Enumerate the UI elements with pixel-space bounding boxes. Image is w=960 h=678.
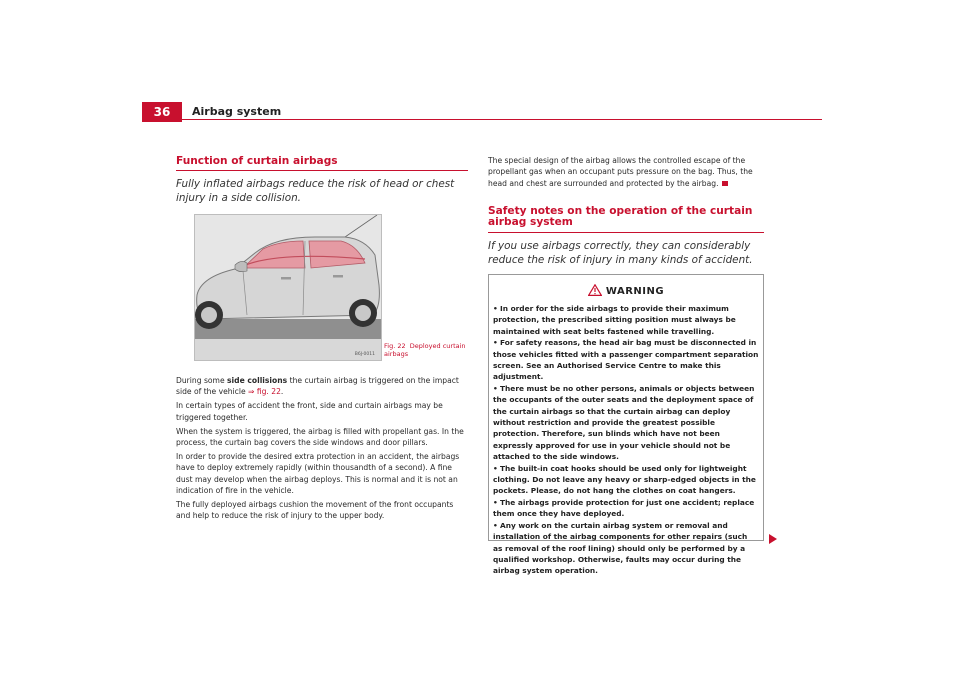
warning-item: • Any work on the curtain airbag system or removal and installation of the airbag components for other repairs (such as removal of the roof lining) should only be performed by a qualified workshop. Otherwise, faults may occur during the airbag system operation. <box>493 521 748 576</box>
figure-reference-link[interactable]: ⇒ fig. 22 <box>248 387 281 397</box>
warning-item-text: The airbags provide protection for just one accident; replace them once they have deployed. <box>493 498 755 519</box>
car-illustration <box>195 215 381 360</box>
warning-item-text: Any work on the curtain airbag system or removal and installation of the airbag components for other repairs (such as removal of the roof lining) should only be performed by a qualified workshop. Otherwise, faults may occur during the airbag system operation. <box>493 521 748 576</box>
paragraph-2: In certain types of accident the front, side and curtain airbags may be triggered together. <box>176 401 443 422</box>
left-column <box>176 156 468 213</box>
safety-notes-title: Safety notes on the operation of the curtain airbag system <box>488 206 764 233</box>
warning-item: • The airbags provide protection for just one accident; replace them once they have deployed. <box>493 498 755 519</box>
warning-item-text: For safety reasons, the head air bag must be disconnected in those vehicles fitted with a passenger compartment separation screen. See an Authorised Service Centre to make this adjustment. <box>493 338 759 382</box>
section-header-title: Airbag system <box>192 105 282 118</box>
figure-caption-label: Fig. 22 <box>384 342 406 350</box>
warning-item: • The built-in coat hooks should be used only for lightweight clothing. Do not leave any heavy or sharp-edged objects in the pockets. Please, do not hang the clothes on coat hangers. <box>493 463 756 496</box>
safety-notes-subtitle: If you use airbags correctly, they can considerably reduce the risk of injury in many kinds of accident. <box>488 239 753 266</box>
warning-item-text: In order for the side airbags to provide their maximum protection, the prescribed sitting position must always be maintained with seat belts fastened while travelling. <box>493 304 736 336</box>
figure-caption-text: Deployed curtain airbags <box>384 342 466 358</box>
intro-text: The special design of the airbag allows the controlled escape of the propellant gas when an occupant puts pressure on the bag. Thus, the head and chest are surrounded and protected by the airbag. <box>488 156 753 188</box>
warning-item-text: There must be no other persons, animals or objects between the occupants of the outer seats and the deployment space of the curtain airbags so that the curtain airbag can deploy without restriction and provide the greatest possible protection. Therefore, sun blinds which have not been expressly approved for use in your vehicle should not be attached to the side windows. <box>493 384 755 461</box>
paragraph-1 <box>176 375 468 398</box>
paragraph-3: When the system is triggered, the airbag is filled with propellant gas. In the process, the curtain bag covers the side windows and door pillars. <box>176 426 464 448</box>
next-page-arrow-icon[interactable] <box>769 534 777 544</box>
left-body <box>176 375 468 524</box>
warning-item: • In order for the side airbags to provide their maximum protection, the prescribed sitting position must always be maintained with seat belts fastened while travelling. <box>493 304 736 336</box>
warning-label: WARNING <box>605 286 665 297</box>
figure-caption <box>384 342 469 358</box>
header-rule <box>142 119 822 120</box>
p1-text: During some <box>176 376 228 385</box>
warning-box <box>488 274 764 576</box>
page-number: 36 <box>142 102 182 122</box>
warning-item-text: The built-in coat hooks should be used only for lightweight clothing. Do not leave any heavy or sharp-edged objects in the pockets. Please, do not hang the clothes on coat hangers. <box>493 463 756 496</box>
figure-code: B6J-0011 <box>354 352 375 357</box>
right-column <box>488 155 764 275</box>
p1-text-2: the curtain airbag is triggered on the impact side of the vehicle <box>176 376 459 397</box>
end-marker-icon <box>722 181 728 186</box>
figure-curtain-airbags <box>194 214 382 361</box>
warning-list <box>489 303 763 577</box>
warning-item: • There must be no other persons, animals or objects between the occupants of the outer seats and the deployment space of the curtain airbags so that the curtain airbag can deploy without restriction and provide the greatest possible protection. Therefore, sun blinds which have not been expressly approved for use in your vehicle should not be attached to the side windows. <box>493 384 755 461</box>
p1-bold: side collisions <box>227 376 288 385</box>
intro-paragraph <box>488 155 764 189</box>
warning-item: • For safety reasons, the head air bag must be disconnected in those vehicles fitted with a passenger compartment separation screen. See an Authorised Service Centre to make this adjustment. <box>493 338 759 382</box>
paragraph-4: In order to provide the desired extra protection in an accident, the airbags have to deploy extremely rapidly (within thousandth of a second). A fine dust may develop when the airbag deploys. This is normal and it is not an indication of fire in the vehicle. <box>176 451 460 496</box>
paragraph-5: The fully deployed airbags cushion the movement of the front occupants and help to reduce the risk of injury to the upper body. <box>176 500 454 521</box>
warning-header <box>489 275 763 303</box>
warning-triangle-icon <box>588 284 602 296</box>
section-subtitle: Fully inflated airbags reduce the risk of head or chest injury in a side collision. <box>176 178 455 205</box>
section-title: Function of curtain airbags <box>176 156 468 171</box>
p1-end: . <box>280 387 284 397</box>
